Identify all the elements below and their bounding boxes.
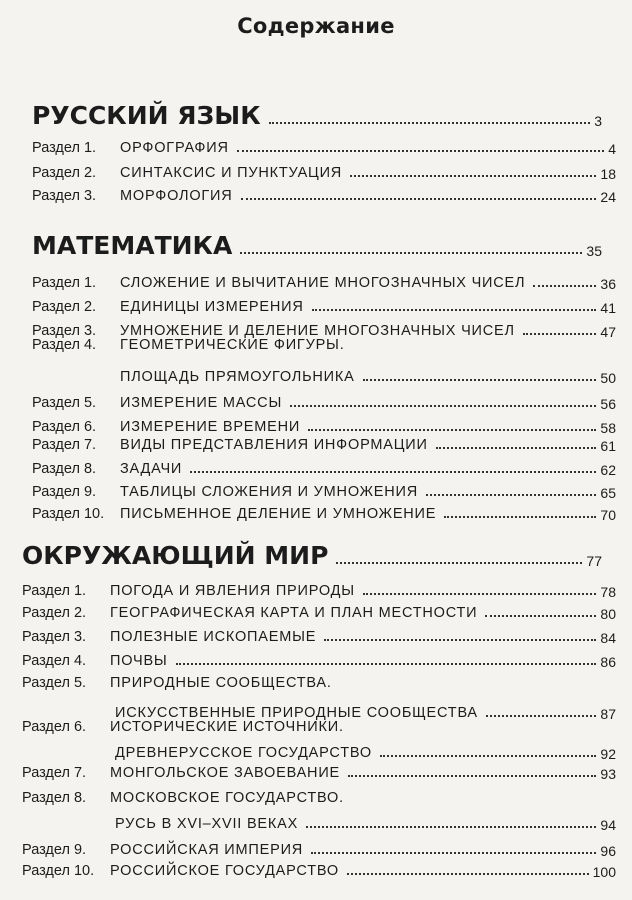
entry-number: 2. <box>83 165 97 181</box>
toc-entry[interactable] <box>32 462 616 477</box>
entry-title: СИНТАКСИС И ПУНКТУАЦИЯ <box>120 165 343 181</box>
toc-entry[interactable] <box>32 141 616 156</box>
toc-entry[interactable] <box>22 654 616 669</box>
dot-leader <box>533 284 596 287</box>
page-number: 92 <box>600 745 616 762</box>
toc-entry[interactable] <box>22 606 616 621</box>
toc-entry[interactable] <box>32 438 616 453</box>
entry-title: РОССИЙСКАЯ ИМПЕРИЯ <box>110 842 304 858</box>
page-number: 100 <box>592 863 616 880</box>
page-number: 87 <box>600 705 616 722</box>
dot-leader <box>363 592 597 595</box>
section-heading-text: РУССКИЙ ЯЗЫК <box>32 101 261 130</box>
page-number: 35 <box>586 243 602 259</box>
entry-number: 6. <box>83 419 97 435</box>
entry-label: Раздел <box>22 790 70 806</box>
dot-leader <box>290 404 596 407</box>
entry-label: Раздел <box>32 323 80 339</box>
page-number: 62 <box>600 461 616 478</box>
page-number: 65 <box>600 484 616 501</box>
entry-label: Раздел <box>22 863 70 879</box>
dot-leader <box>241 197 597 200</box>
page-number: 86 <box>600 653 616 670</box>
entry-title-continued: ИСКУССТВЕННЫЕ ПРИРОДНЫЕ СООБЩЕСТВА <box>115 705 478 721</box>
dot-leader <box>348 774 596 777</box>
page-number: 50 <box>600 369 616 386</box>
entry-label: Раздел <box>32 275 80 291</box>
toc-entry-line-2[interactable] <box>115 746 616 761</box>
page-number: 94 <box>600 816 616 833</box>
entry-title: ПИСЬМЕННОЕ ДЕЛЕНИЕ И УМНОЖЕНИЕ <box>120 506 437 522</box>
dot-leader <box>176 662 597 665</box>
entry-title: СЛОЖЕНИЕ И ВЫЧИТАНИЕ МНОГОЗНАЧНЫХ ЧИСЕЛ <box>120 275 526 291</box>
entry-label: Раздел <box>22 765 70 781</box>
entry-label: Раздел <box>32 484 80 500</box>
page-number: 78 <box>600 583 616 600</box>
entry-label: Раздел <box>32 461 80 477</box>
entry-title-continued: РУСЬ В XVI–XVII ВЕКАХ <box>115 816 299 832</box>
dot-leader <box>306 825 596 828</box>
entry-title: ПОГОДА И ЯВЛЕНИЯ ПРИРОДЫ <box>110 583 355 599</box>
entry-label: Раздел <box>32 437 80 453</box>
entry-title: ГЕОМЕТРИЧЕСКИЕ ФИГУРЫ. <box>120 337 345 353</box>
entry-title: МОРФОЛОГИЯ <box>120 188 233 204</box>
dot-leader <box>485 614 596 617</box>
dot-leader <box>363 378 597 381</box>
entry-label: Раздел <box>32 299 80 315</box>
page-number: 4 <box>608 140 616 157</box>
page-number: 36 <box>600 275 616 292</box>
toc-entry[interactable] <box>22 864 616 879</box>
page-number: 24 <box>600 188 616 205</box>
dot-leader <box>436 446 597 449</box>
toc-entry-line-2[interactable] <box>115 817 616 832</box>
page-number: 84 <box>600 629 616 646</box>
entry-number: 6. <box>73 719 87 735</box>
entry-label: Раздел <box>22 653 70 669</box>
entry-label: Раздел <box>22 605 70 621</box>
toc-entry[interactable] <box>32 485 616 500</box>
entry-number: 3. <box>83 323 97 339</box>
entry-number: 1. <box>73 583 87 599</box>
toc-entry[interactable] <box>32 396 616 411</box>
entry-number: 4. <box>73 653 87 669</box>
entry-number: 1. <box>83 275 97 291</box>
page-number: 47 <box>600 323 616 340</box>
entry-label: Раздел <box>32 506 80 522</box>
dot-leader <box>336 561 582 564</box>
entry-label: Раздел <box>22 719 70 735</box>
page-number: 96 <box>600 842 616 859</box>
section-heading-text: МАТЕМАТИКА <box>32 231 233 260</box>
page-number: 18 <box>600 165 616 182</box>
entry-title: УМНОЖЕНИЕ И ДЕЛЕНИЕ МНОГОЗНАЧНЫХ ЧИСЕЛ <box>120 323 515 339</box>
entry-label: Раздел <box>22 583 70 599</box>
page-number: 70 <box>600 506 616 523</box>
entry-number: 2. <box>73 605 87 621</box>
toc-entry[interactable] <box>32 276 616 291</box>
entry-number: 7. <box>83 437 97 453</box>
entry-title: РОССИЙСКОЕ ГОСУДАРСТВО <box>110 863 339 879</box>
entry-title: ОРФОГРАФИЯ <box>120 140 229 156</box>
toc-entry-line-1[interactable] <box>32 338 616 353</box>
entry-number: 3. <box>83 188 97 204</box>
entry-title: ИЗМЕРЕНИЕ МАССЫ <box>120 395 283 411</box>
dot-leader <box>312 308 597 311</box>
page-number: 61 <box>600 437 616 454</box>
page-number: 56 <box>600 395 616 412</box>
toc-entry[interactable] <box>22 843 616 858</box>
section-heading-math <box>32 233 602 258</box>
entry-label: Раздел <box>32 188 80 204</box>
entry-title: ПРИРОДНЫЕ СООБЩЕСТВА. <box>110 675 332 691</box>
entry-number: 4. <box>83 337 97 353</box>
toc-entry-line-1[interactable] <box>22 676 616 691</box>
entry-label: Раздел <box>22 675 70 691</box>
dot-leader <box>240 251 582 254</box>
toc-entry[interactable] <box>22 630 616 645</box>
toc-entry[interactable] <box>22 584 616 599</box>
dot-leader <box>426 493 596 496</box>
dot-leader <box>311 851 596 854</box>
entry-number: 9. <box>73 842 87 858</box>
toc-entry[interactable] <box>32 420 616 435</box>
entry-title: ЕДИНИЦЫ ИЗМЕРЕНИЯ <box>120 299 304 315</box>
dot-leader <box>269 121 591 124</box>
dot-leader <box>523 332 597 335</box>
section-heading-world <box>22 543 602 568</box>
dot-leader <box>324 638 596 641</box>
section-heading-text: ОКРУЖАЮЩИЙ МИР <box>22 541 329 570</box>
toc-entry-line-1[interactable] <box>22 791 616 806</box>
section-heading-russian <box>32 103 602 128</box>
entry-title: ПОЧВЫ <box>110 653 168 669</box>
entry-number: 10. <box>83 506 105 522</box>
page-number: 80 <box>600 605 616 622</box>
entry-title: ГЕОГРАФИЧЕСКАЯ КАРТА И ПЛАН МЕСТНОСТИ <box>110 605 478 621</box>
dot-leader <box>444 515 596 518</box>
entry-number: 1. <box>83 140 97 156</box>
dot-leader <box>237 149 604 152</box>
page-number: 58 <box>600 419 616 436</box>
dot-leader <box>347 872 589 875</box>
page-number: 41 <box>600 299 616 316</box>
entry-title: ПОЛЕЗНЫЕ ИСКОПАЕМЫЕ <box>110 629 317 645</box>
entry-number: 2. <box>83 299 97 315</box>
entry-number: 9. <box>83 484 97 500</box>
dot-leader <box>380 754 596 757</box>
entry-number: 3. <box>73 629 87 645</box>
entry-title: МОСКОВСКОЕ ГОСУДАРСТВО. <box>110 790 344 806</box>
entry-label: Раздел <box>22 842 70 858</box>
dot-leader <box>486 714 597 717</box>
entry-number: 5. <box>83 395 97 411</box>
entry-number: 5. <box>73 675 87 691</box>
entry-title: МОНГОЛЬСКОЕ ЗАВОЕВАНИЕ <box>110 765 341 781</box>
toc-entry[interactable] <box>32 300 616 315</box>
entry-label: Раздел <box>32 419 80 435</box>
toc-entry[interactable] <box>32 507 616 522</box>
entry-label: Раздел <box>32 337 80 353</box>
toc-entry-line-2[interactable] <box>120 370 616 385</box>
entry-title: ИСТОРИЧЕСКИЕ ИСТОЧНИКИ. <box>110 719 344 735</box>
toc-entry[interactable] <box>22 766 616 781</box>
dot-leader <box>308 428 596 431</box>
toc-entry[interactable] <box>32 166 616 181</box>
dot-leader <box>350 174 596 177</box>
entry-title: ИЗМЕРЕНИЕ ВРЕМЕНИ <box>120 419 301 435</box>
dot-leader <box>190 470 596 473</box>
entry-number: 8. <box>73 790 87 806</box>
entry-label: Раздел <box>32 395 80 411</box>
page-number: 77 <box>586 553 602 569</box>
entry-label: Раздел <box>32 140 80 156</box>
page-title: Содержание <box>237 14 395 38</box>
entry-title: ВИДЫ ПРЕДСТАВЛЕНИЯ ИНФОРМАЦИИ <box>120 437 428 453</box>
toc-entry[interactable] <box>32 189 616 204</box>
entry-label: Раздел <box>22 629 70 645</box>
page-number: 93 <box>600 765 616 782</box>
entry-label: Раздел <box>32 165 80 181</box>
page-number: 3 <box>594 113 602 129</box>
entry-title-continued: ПЛОЩАДЬ ПРЯМОУГОЛЬНИКА <box>120 369 355 385</box>
entry-number: 7. <box>73 765 87 781</box>
entry-number: 10. <box>73 863 95 879</box>
entry-title: ТАБЛИЦЫ СЛОЖЕНИЯ И УМНОЖЕНИЯ <box>120 484 419 500</box>
entry-title: ЗАДАЧИ <box>120 461 183 477</box>
toc-entry-line-1[interactable] <box>22 720 616 735</box>
entry-title-continued: ДРЕВНЕРУССКОЕ ГОСУДАРСТВО <box>115 745 372 761</box>
entry-number: 8. <box>83 461 97 477</box>
